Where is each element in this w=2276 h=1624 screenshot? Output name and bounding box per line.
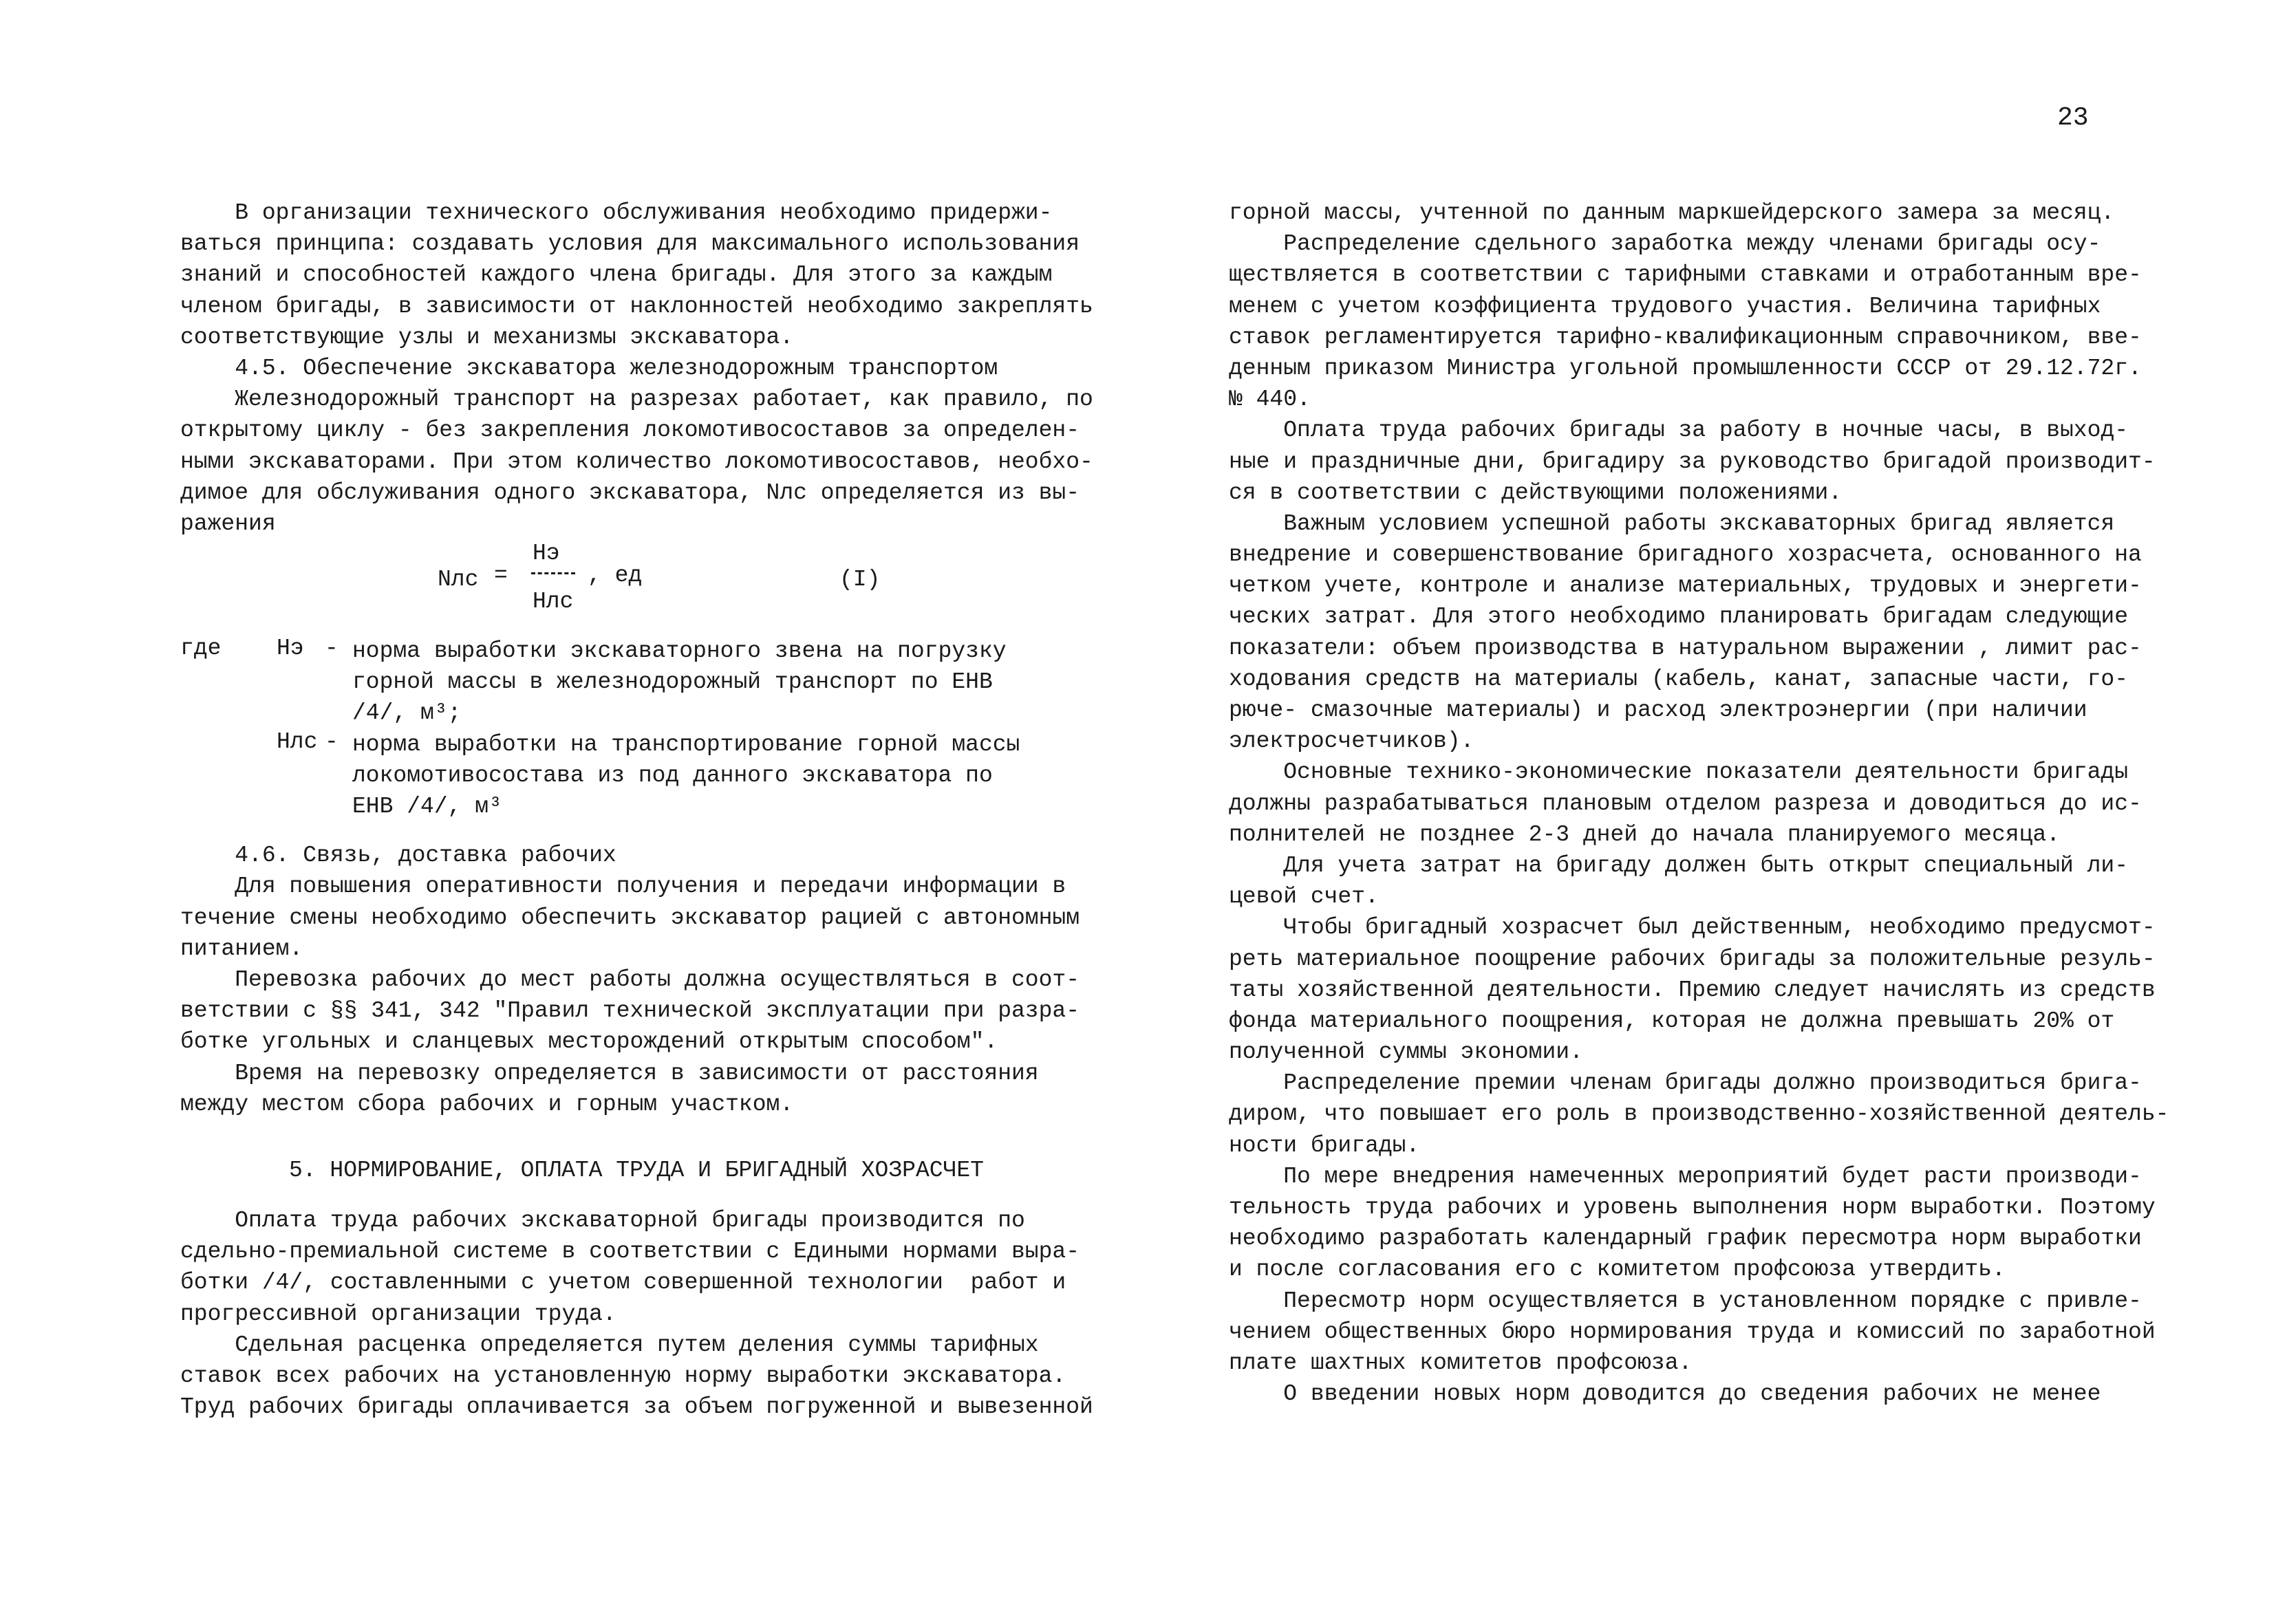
text-line: ЕНВ /4/, м³ (352, 794, 502, 820)
section-heading: 4.5. Обеспечение экскаватора железнодорожным транспортом (180, 355, 998, 381)
text-line: денным приказом Министра угольной промышленности СССР от 29.12.72г. (1229, 355, 2142, 381)
text-line: тельность труда рабочих и уровень выполнения норм выработки. Поэтому (1229, 1195, 2156, 1220)
text-line: ные и праздничные дни, бригадиру за руководство бригадой производит- (1229, 448, 2156, 475)
fraction-bar (531, 572, 575, 574)
text-line: Пересмотр норм осуществляется в установленном порядке с привле- (1229, 1288, 2142, 1314)
text-line: № 440. (1229, 387, 1311, 413)
text-line: должны разрабатываться плановым отделом разреза и доводиться до ис- (1229, 790, 2142, 816)
text-line: рюче- смазочные материалы) и расход электроэнергии (при наличии (1229, 697, 2087, 723)
text-line: ботки /4/, составленными с учетом совершенной технологии работ и (180, 1270, 1066, 1296)
formula-unit: , ед (588, 563, 643, 589)
text-line: показатели: объем производства в натуральном выражении , лимит рас- (1229, 635, 2142, 661)
definition-h-ls (180, 729, 1093, 823)
text-line: В организации технического обслуживания необходимо придержи- (180, 200, 1053, 226)
text-line: необходимо разработать календарный график пересмотра норм выработки (1229, 1226, 2142, 1252)
text-line: плате шахтных комитетов профсоюза. (1229, 1350, 1693, 1376)
text-line: Распределение сдельного заработка между членами бригады осу- (1229, 231, 2101, 257)
text-line: чением общественных бюро нормирования труда и комиссий по заработной (1229, 1319, 2156, 1345)
section-heading: 4.6. Связь, доставка рабочих (180, 843, 616, 869)
text-line: Железнодорожный транспорт на разрезах работает, как правило, по (180, 387, 1093, 413)
formula-equals: = (494, 563, 508, 589)
formula-lhs: Nлс (438, 567, 479, 593)
formula-number: (I) (839, 567, 881, 593)
formula-1 (180, 539, 1093, 636)
definition-dash: - (325, 636, 339, 662)
text-line: Чтобы бригадный хозрасчет был действенным, необходимо предусмот- (1229, 915, 2156, 941)
text-line: ходования средств на материалы (кабель, канат, запасные части, го- (1229, 666, 2129, 692)
text-line: внедрение и совершенствование бригадного хозрасчета, основанного на (1229, 542, 2142, 568)
text-line: ными экскаваторами. При этом количество локомотивосоставов, необхо- (180, 448, 1093, 475)
text-line: ставок всех рабочих на установленную норму выработки экскаватора. (180, 1363, 1066, 1389)
text-line: О введении новых норм доводится до сведения рабочих не менее (1229, 1381, 2101, 1407)
right-column (1229, 197, 2169, 1409)
where-label: где (180, 636, 222, 662)
formula-denominator: Нлс (533, 589, 574, 615)
text-line: Распределение премии членам бригады должно производиться брига- (1229, 1070, 2142, 1096)
text-line: ваться принципа: создавать условия для максимального использования (180, 231, 1080, 257)
text-line: Для учета затрат на бригаду должен быть открыт специальный ли- (1229, 852, 2129, 878)
text-line: сдельно-премиальной системе в соответствии с Едиными нормами выра- (180, 1239, 1080, 1265)
text-line: течение смены необходимо обеспечить экскаватор рацией с автономным (180, 905, 1080, 931)
text-line: прогрессивной организации труда. (180, 1301, 616, 1327)
definition-dash: - (325, 728, 339, 755)
text-line: Оплата труда рабочих экскаваторной бригады производится по (180, 1207, 1025, 1233)
chapter-heading: 5. НОРМИРОВАНИЕ, ОПЛАТА ТРУДА И БРИГАДНЫЙ ХОЗРАСЧЕТ (289, 1157, 984, 1183)
text-line: /4/, м³; (352, 700, 462, 726)
definition-text (352, 636, 1007, 729)
text-line: таты хозяйственной деятельности. Премию следует начислять из средств (1229, 977, 2156, 1003)
definition-symbol: Нэ (277, 636, 304, 662)
text-line: норма выработки экскаваторного звена на погрузку (352, 638, 1007, 664)
text-line: Труд рабочих бригады оплачивается за объем погруженной и вывезенной (180, 1394, 1093, 1420)
definition-symbol: Нлс (277, 728, 318, 755)
text-line: Перевозка рабочих до мест работы должна осуществляться в соот- (180, 967, 1080, 993)
text-line: Для повышения оперативности получения и передачи информации в (180, 874, 1066, 900)
text-line: ражения (180, 510, 276, 537)
text-line: Важным условием успешной работы экскаваторных бригад является (1229, 510, 2115, 537)
text-line: Основные технико-экономические показатели деятельности бригады (1229, 759, 2129, 786)
text-line: знаний и способностей каждого члена бригады. Для этого за каждым (180, 262, 1053, 288)
page-number: 23 (2057, 103, 2089, 133)
text-line: локомотивосостава из под данного экскаватора по (352, 762, 993, 788)
text-line: цевой счет. (1229, 884, 1379, 910)
text-line: ности бригады. (1229, 1132, 1420, 1158)
text-line: ся в соответствии с действующими положениями. (1229, 479, 1843, 506)
text-line: четком учете, контроле и анализе материальных, трудовых и энергети- (1229, 573, 2142, 599)
text-line: полнителей не позднее 2-3 дней до начала планируемого месяца. (1229, 821, 2060, 847)
section-4-6 (180, 840, 1093, 1120)
text-line: диром, что повышает его роль в производственно-хозяйственной деятель- (1229, 1101, 2169, 1127)
text-line: Время на перевозку определяется в зависимости от расстояния (180, 1060, 1039, 1086)
text-line: димое для обслуживания одного экскаватора, Nлс определяется из вы- (180, 479, 1080, 506)
text-line: фонда материального поощрения, которая не должна превышать 20% от (1229, 1008, 2115, 1034)
text-line: ветствии с §§ 341, 342 "Правил технической эксплуатации при разра- (180, 998, 1080, 1024)
text-line: горной массы, учтенной по данным маркшейдерского замера за месяц. (1229, 200, 2115, 226)
section-4-5 (180, 353, 1093, 539)
formula-numerator: Нэ (533, 541, 560, 567)
text-line: электросчетчиков). (1229, 728, 1474, 755)
text-line: По мере внедрения намеченных мероприятий будет расти производи- (1229, 1163, 2142, 1189)
text-line: и после согласования его с комитетом профсоюза утвердить. (1229, 1257, 2006, 1283)
text-line: норма выработки на транспортирование горной массы (352, 731, 1020, 757)
text-line: менем с учетом коэффициента трудового участия. Величина тарифных (1229, 293, 2101, 319)
definition-text (352, 729, 1020, 823)
text-line: реть материальное поощрение рабочих бригады за положительные резуль- (1229, 946, 2156, 972)
left-column (180, 197, 1093, 1422)
text-line: полученной суммы экономии. (1229, 1039, 1583, 1065)
definition-h-e (180, 636, 1093, 729)
text-line: ществляется в соответствии с тарифными ставками и отработанным вре- (1229, 262, 2142, 288)
text-line: Оплата труда рабочих бригады за работу в ночные часы, в выход- (1229, 418, 2129, 444)
text-line: соответствующие узлы и механизмы экскаватора. (180, 324, 794, 350)
text-line: ботке угольных и сланцевых месторождений открытым способом". (180, 1029, 998, 1055)
text-line: горной массы в железнодорожный транспорт по ЕНВ (352, 669, 993, 695)
paragraph-payment (180, 1205, 1093, 1422)
text-line: открытому циклу - без закрепления локомотивосоставов за определен- (180, 418, 1080, 444)
text-line: ставок регламентируется тарифно-квалификационным справочником, вве- (1229, 324, 2142, 350)
text-line: между местом сбора рабочих и горным участком. (180, 1091, 794, 1117)
text-line: ческих затрат. Для этого необходимо планировать бригадам следующие (1229, 604, 2129, 630)
text-line: питанием. (180, 935, 303, 962)
paragraph-maintenance (180, 197, 1093, 353)
text-line: Сдельная расценка определяется путем деления суммы тарифных (180, 1332, 1039, 1358)
text-line: членом бригады, в зависимости от наклонностей необходимо закреплять (180, 293, 1093, 319)
